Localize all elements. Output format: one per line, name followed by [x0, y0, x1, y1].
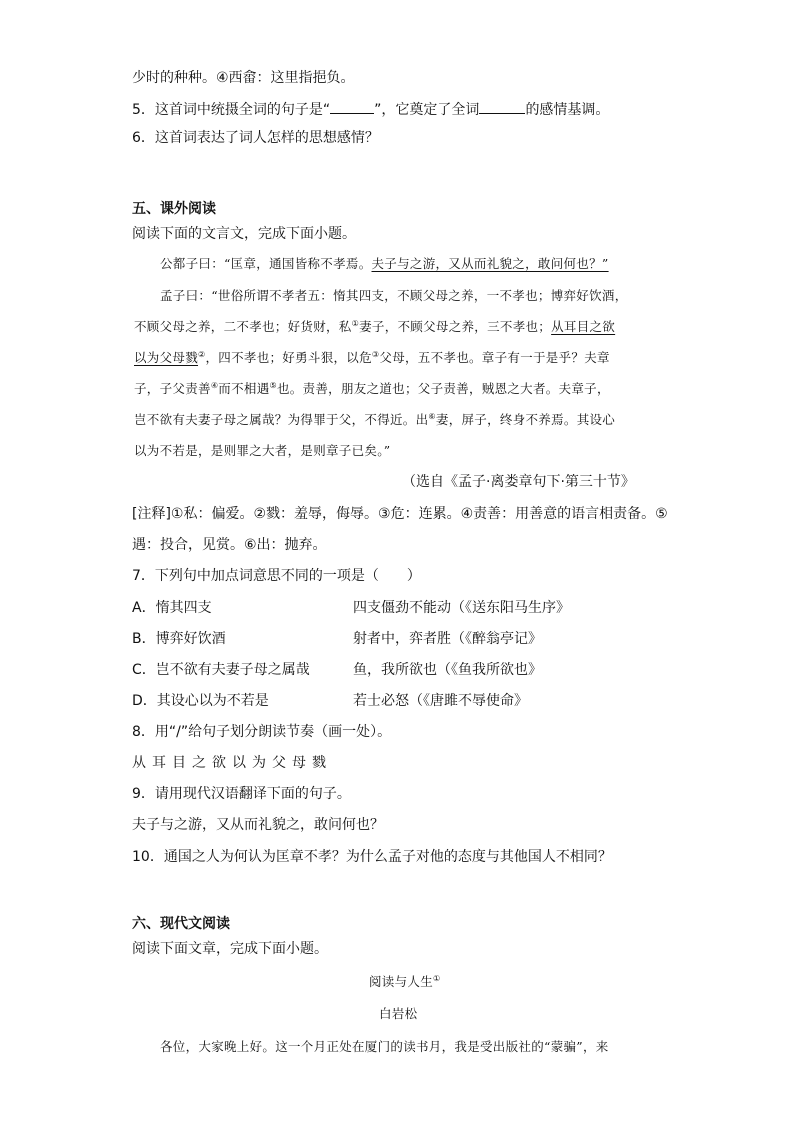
classical-text: 妻子，不顾父母之养，三不孝也；	[359, 319, 552, 334]
article-title	[369, 973, 441, 991]
question-7: 7．下列句中加点词意思不同的一项是（ ）	[132, 568, 421, 584]
classical-para-2-line-2	[134, 318, 615, 336]
classical-text: 不顾父母之养，二不孝也；好货财，私	[134, 319, 352, 334]
classical-text: ，四不孝也；好勇斗狠，以危	[205, 350, 372, 365]
notes-line-2: 遇：投合，见赏。⑥出：抛弃。	[132, 537, 327, 553]
question-5	[132, 99, 609, 119]
section-6-intro: 阅读下面文章，完成下面小题。	[132, 941, 328, 957]
footnote-marker: ③	[371, 349, 380, 359]
classical-para-2-line-1: 孟子曰：“世俗所谓不孝者五：惰其四支，不顾父母之养，一不孝也；博弈好饮酒，	[160, 288, 628, 303]
article-author: 白岩松	[379, 1006, 418, 1021]
classical-para-2-line-3	[134, 349, 610, 367]
answer-blank-2[interactable]	[479, 99, 525, 114]
classical-para-2-line-6: 以为不若是，是则罪之大者，是则章子已矣。”	[134, 443, 391, 458]
footnote-marker: ①	[433, 973, 441, 983]
option-c[interactable]: C．岂不欲有夫妻子母之属哉	[132, 662, 310, 678]
note-continuation: 少时的种种。④西畲：这里指挹负。	[132, 70, 355, 86]
option-a[interactable]: A．惰其四支	[132, 600, 212, 616]
question-8: 8．用“/”给句子划分朗读节奏（画一处）。	[132, 724, 392, 740]
classical-text: 妻，屏子，终身不养焉。其设心	[435, 412, 616, 427]
option-c-reference: 鱼，我所欲也（《鱼我所欲也》	[353, 662, 542, 678]
question-9: 9．请用现代汉语翻译下面的句子。	[132, 786, 351, 802]
question-8-sentence[interactable]: 从耳目之欲以为父母戮	[132, 755, 332, 771]
answer-blank-1[interactable]	[330, 99, 374, 114]
article-title-text: 阅读与人生	[369, 974, 434, 989]
source-citation: （选自《孟子·离娄章句下·第三十节》	[402, 474, 635, 490]
option-b[interactable]: B．博弈好饮酒	[132, 631, 226, 647]
classical-text: 父母，五不孝也。章子有一于是乎？夫章	[379, 350, 610, 365]
article-first-line: 各位，大家晚上好。这一个月正处在厦门的读书月，我是受出版社的“蒙骗”，来	[160, 1039, 609, 1054]
section-5-intro: 阅读下面的文言文，完成下面小题。	[132, 226, 356, 242]
section-5-heading: 五、课外阅读	[132, 201, 216, 217]
classical-text: 公都子曰：“匡章，通国皆称不孝焉。	[160, 256, 372, 271]
question-5-part-b: ”，它奠定了全词	[374, 102, 480, 118]
classical-para-2-line-4	[134, 380, 610, 398]
classical-text: 岂不欲有夫妻子母之属哉？为得罪于父，不得近。出	[134, 412, 429, 427]
underlined-phrase: 从耳目之欲	[551, 319, 616, 334]
question-9-sentence: 夫子与之游，又从而礼貌之，敢问何也？	[132, 817, 384, 833]
question-6: 6．这首词表达了词人怎样的思想感情？	[132, 130, 379, 146]
classical-para-1	[160, 255, 609, 273]
option-d-reference: 若士必怒（《唐雎不辱使命》	[353, 693, 528, 709]
classical-text: 而不相遇	[218, 381, 270, 396]
footnote-marker: ①	[351, 318, 360, 328]
notes-line-1: [注释]①私：偏爱。②戮：羞辱，侮辱。③危：连累。④责善：用善意的语言相责备。⑤	[132, 506, 668, 522]
classical-text: 也。责善，朋友之道也；父子责善，贼恩之大者。夫章子，	[276, 381, 610, 396]
question-5-part-c: 的感情基调。	[525, 102, 610, 118]
option-a-reference: 四支僵劲不能动（《送东阳马生序》	[353, 600, 570, 616]
option-b-reference: 射者中，弈者胜（《醉翁亭记》	[353, 631, 542, 647]
classical-para-2-line-5	[134, 411, 615, 429]
footnote-marker: ②	[198, 349, 206, 359]
question-10: 10．通国之人为何认为匡章不孝？为什么孟子对他的态度与其他国人不相同？	[132, 849, 612, 865]
classical-text: 子，子父责善	[134, 381, 211, 396]
underlined-sentence: 夫子与之游，又从而礼貌之，敢问何也？”	[371, 256, 609, 271]
footnote-marker: ⑤	[269, 380, 277, 390]
footnote-marker: ⑥	[428, 411, 436, 421]
underlined-phrase: 以为父母戮	[134, 350, 199, 365]
footnote-marker: ④	[210, 380, 219, 390]
question-5-part-a: 5．这首词中统摄全词的句子是“	[132, 102, 331, 118]
option-d[interactable]: D．其设心以为不若是	[132, 693, 269, 709]
section-6-heading: 六、现代文阅读	[132, 916, 230, 932]
